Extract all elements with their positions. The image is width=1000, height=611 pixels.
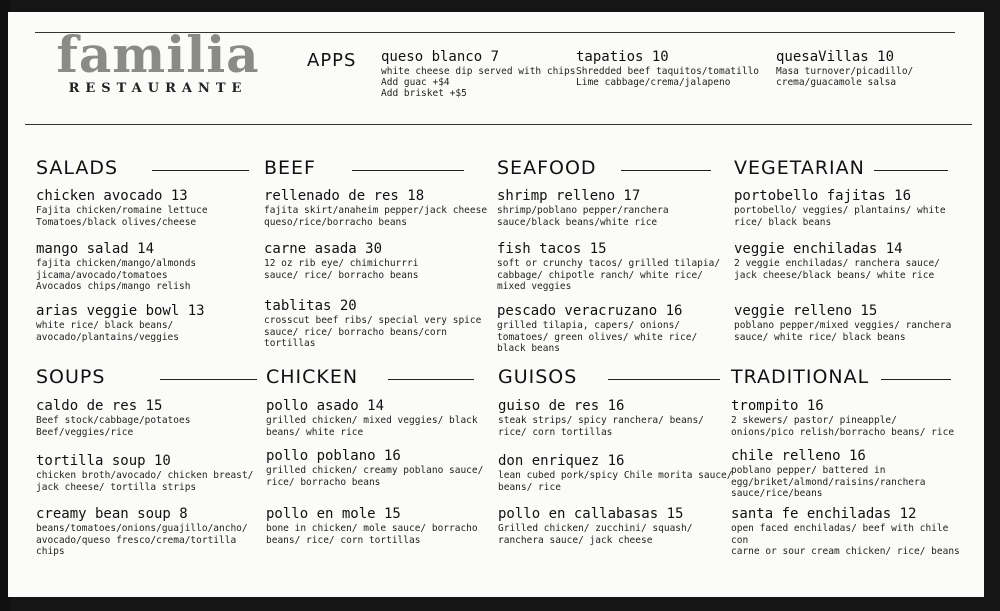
section-beef (264, 157, 489, 349)
logo-wordmark: familia (56, 25, 260, 84)
section-salads (36, 157, 261, 343)
menu-item-desc: fajita chicken/mango/almonds jicama/avocado/tomatoes Avocados chips/mango relish (36, 258, 197, 292)
menu-item-desc: grilled tilapia, capers/ onions/ tomatoes/ green olives/ white rice/ black beans (497, 320, 698, 354)
section-title: SALADS (36, 157, 124, 179)
menu-item-name: pescado veracruzano 16 (497, 303, 683, 319)
menu-item-desc: Beef stock/cabbage/potatoes Beef/veggies/rice (36, 415, 191, 438)
menu-item (264, 187, 504, 228)
menu-item-desc: shrimp/poblano pepper/ranchera sauce/black beans/white rice (497, 205, 669, 228)
menu-item (264, 240, 504, 281)
menu-item (266, 505, 506, 546)
menu-item (36, 397, 276, 438)
section-title: VEGETARIAN (734, 157, 871, 179)
menu-item (497, 187, 737, 228)
section-title: GUISOS (498, 366, 583, 388)
menu-item-name: tortilla soup 10 (36, 453, 171, 469)
menu-item (734, 187, 974, 228)
menu-item (36, 302, 276, 343)
menu-item (36, 452, 276, 493)
menu-item (497, 240, 737, 293)
section-rule (608, 379, 720, 380)
section-vegetarian (734, 157, 959, 343)
menu-item (498, 397, 738, 438)
menu-item-name: chicken avocado 13 (36, 188, 188, 204)
menu-item-name: portobello fajitas 16 (734, 188, 912, 204)
menu-item (734, 302, 974, 343)
menu-item-name: pollo en mole 15 (266, 506, 401, 522)
menu-item (498, 452, 738, 493)
menu-item-name: arias veggie bowl 13 (36, 303, 205, 319)
menu-item-desc: white rice/ black beans/ avocado/plantains/veggies (36, 320, 179, 343)
menu-item-name: creamy bean soup 8 (36, 506, 188, 522)
menu-item-desc: poblano pepper/mixed veggies/ ranchera sauce/ white rice/ black beans (734, 320, 952, 343)
menu-item (731, 447, 971, 500)
menu-item (731, 505, 971, 558)
menu-item-name: caldo de res 15 (36, 398, 163, 414)
menu-item-desc: Fajita chicken/romaine lettuce Tomatoes/black olives/cheese (36, 205, 208, 228)
section-title: BEEF (264, 157, 322, 179)
app-item-name: queso blanco 7 (381, 49, 500, 65)
menu-item-name: fish tacos 15 (497, 241, 607, 257)
menu-item (36, 505, 276, 558)
menu-item (731, 397, 971, 438)
menu-item-name: veggie enchiladas 14 (734, 241, 903, 257)
menu-item (734, 240, 974, 281)
section-rule (152, 170, 249, 171)
menu-item-desc: 12 oz rib eye/ chimichurrri sauce/ rice/ borracho beans (264, 258, 419, 281)
menu-item-name: pollo en callabasas 15 (498, 506, 684, 522)
menu-item-name: don enriquez 16 (498, 453, 625, 469)
menu-item-name: shrimp relleno 17 (497, 188, 641, 204)
app-item-desc: Shredded beef taquitos/tomatillo Lime cabbage/crema/jalapeno (576, 66, 760, 88)
app-item (776, 48, 913, 88)
menu-item-desc: poblano pepper/ battered in egg/briket/almond/raisins/ranchera sauce/rice/beans (731, 465, 926, 499)
app-item-desc: white cheese dip served with chips Add guac +$4 Add brisket +$5 (381, 66, 576, 99)
menu-item-name: veggie relleno 15 (734, 303, 878, 319)
section-rule (388, 379, 474, 380)
section-rule (874, 170, 948, 171)
menu-item-desc: chicken broth/avocado/ chicken breast/ jack cheese/ tortilla strips (36, 470, 254, 493)
app-item-desc: Masa turnover/picadillo/ crema/guacamole salsa (776, 66, 914, 88)
menu-item (36, 187, 276, 228)
menu-item-desc: grilled chicken/ mixed veggies/ black beans/ white rice (266, 415, 478, 438)
section-title: SEAFOOD (497, 157, 603, 179)
menu-item-desc: lean cubed pork/spicy Chile morita sauce/ beans/ rice (498, 470, 733, 493)
section-rule (352, 170, 464, 171)
app-item (576, 48, 759, 88)
logo-subtitle: RESTAURANTE (68, 81, 248, 96)
menu-item-desc: open faced enchiladas/ beef with chile con carne or sour cream chicken/ rice/ beans (731, 523, 960, 557)
menu-item-name: tablitas 20 (264, 298, 357, 314)
menu-item (36, 240, 276, 293)
section-title: TRADITIONAL (731, 366, 875, 388)
app-item-name: tapatios 10 (576, 49, 669, 65)
menu-item-desc: 2 skewers/ pastor/ pineapple/ onions/pico relish/borracho beans/ rice (731, 415, 955, 438)
menu-item (266, 447, 506, 488)
section-chicken (266, 366, 491, 546)
section-title: SOUPS (36, 366, 111, 388)
menu-item-name: mango salad 14 (36, 241, 155, 257)
restaurant-logo (42, 27, 274, 96)
app-item-name: quesaVillas 10 (776, 49, 895, 65)
section-soups (36, 366, 261, 557)
menu-item-name: trompito 16 (731, 398, 824, 414)
menu-item-name: guiso de res 16 (498, 398, 625, 414)
menu-item-desc: grilled chicken/ creamy poblano sauce/ rice/ borracho beans (266, 465, 484, 488)
apps-title: APPS (307, 50, 357, 71)
menu-item-name: chile relleno 16 (731, 448, 866, 464)
menu-item-desc: Grilled chicken/ zucchini/ squash/ ranchera sauce/ jack cheese (498, 523, 693, 546)
section-guisos (498, 366, 733, 546)
section-rule (881, 379, 951, 380)
menu-item-desc: soft or crunchy tacos/ grilled tilapia/ cabbage/ chipotle ranch/ white rice/ mixed veggies (497, 258, 721, 292)
menu-item-desc: portobello/ veggies/ plantains/ white rice/ black beans (734, 205, 946, 228)
menu-item-desc: steak strips/ spicy ranchera/ beans/ rice/ corn tortillas (498, 415, 704, 438)
menu-item-desc: fajita skirt/anaheim pepper/jack cheese queso/rice/borracho beans (264, 205, 488, 228)
app-item (381, 48, 575, 99)
menu-item-name: rellenado de res 18 (264, 188, 425, 204)
menu-item-desc: bone in chicken/ mole sauce/ borracho beans/ rice/ corn tortillas (266, 523, 478, 546)
section-title: CHICKEN (266, 366, 364, 388)
menu-item (264, 297, 504, 350)
section-rule (160, 379, 257, 380)
menu-item (266, 397, 506, 438)
section-seafood (497, 157, 722, 354)
menu-item-desc: beans/tomatoes/onions/guajillo/ancho/ avocado/queso fresco/crema/tortilla chips (36, 523, 248, 557)
menu-item (497, 302, 737, 355)
menu-item (498, 505, 738, 546)
menu-item-name: santa fe enchiladas 12 (731, 506, 917, 522)
section-rule (621, 170, 711, 171)
menu-item-name: pollo asado 14 (266, 398, 385, 414)
section-traditional (731, 366, 960, 557)
header-rule (25, 124, 972, 125)
menu-item-name: pollo poblano 16 (266, 448, 401, 464)
menu-item-name: carne asada 30 (264, 241, 383, 257)
menu-item-desc: 2 veggie enchiladas/ ranchera sauce/ jack cheese/black beans/ white rice (734, 258, 940, 281)
menu-item-desc: crosscut beef ribs/ special very spice sauce/ rice/ borracho beans/corn tortillas (264, 315, 482, 349)
